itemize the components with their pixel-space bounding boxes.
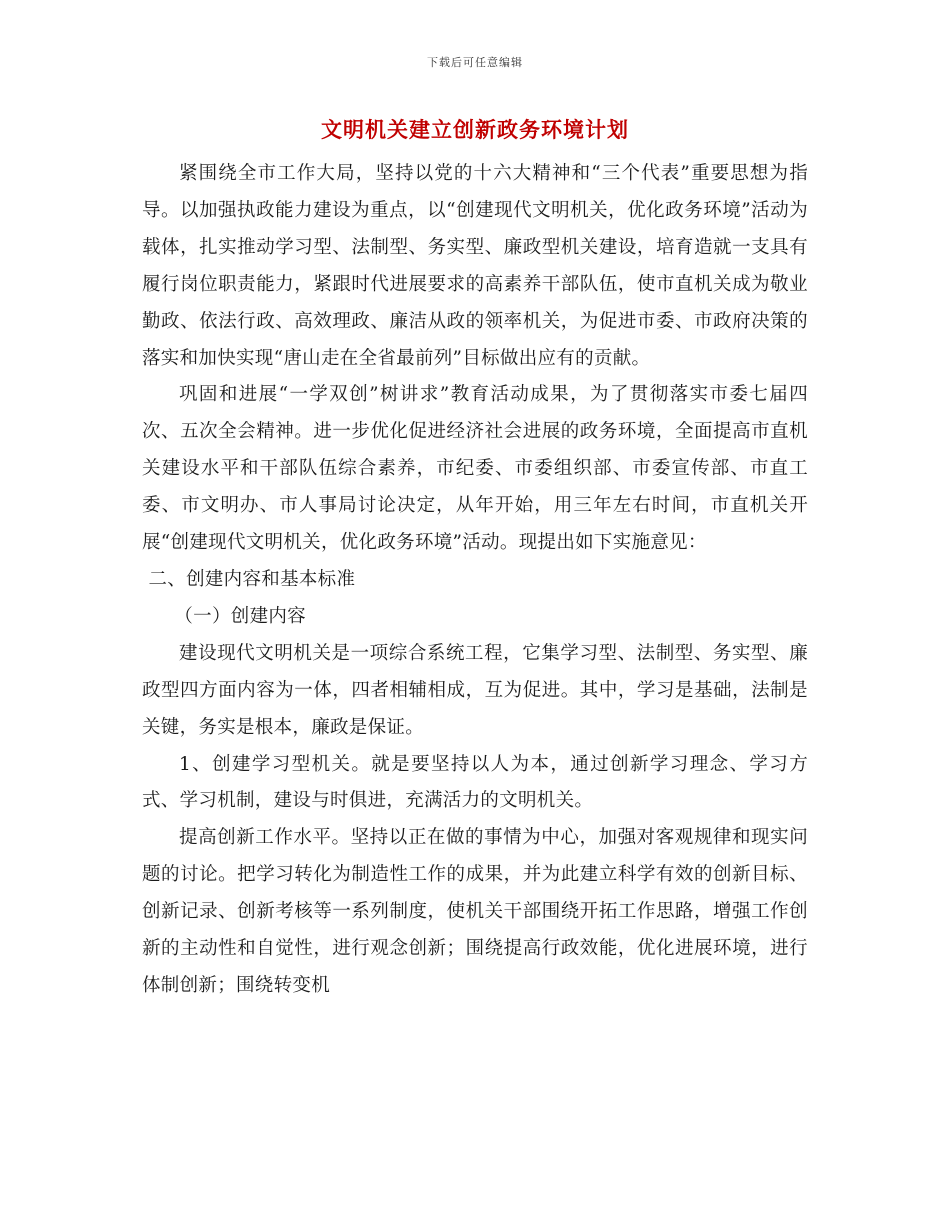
paragraph-innovation: 提高创新工作水平。坚持以正在做的事情为中心，加强对客观规律和现实问题的讨论。把学习转化为制造性工作的成果，并为此建立科学有效的创新目标、创新记录、创新考核等一系列制度，使机关干部围绕开拓工作思路，增强工作创新的主动性和自觉性，进行观念创新；围绕提高行政效能，优化进展环境，进行体制创新；围绕转变机 xyxy=(142,827,808,996)
document-body xyxy=(142,156,808,1005)
subsection-heading: （一）创建内容 xyxy=(174,605,306,627)
section-heading: 二、创建内容和基本标准 xyxy=(148,568,356,590)
paragraph-guiding-ideology: 紧围绕全市工作大局，坚持以党的十六大精神和“三个代表”重要思想为指导。以加强执政能力建设为重点，以“创建现代文明机关，优化政务环境”活动为载体，扎实推动学习型、法制型、务实型、廉政型机关建设，培育造就一支具有履行岗位职责能力，紧跟时代进展要求的高素养干部队伍，使市直机关成为敬业勤政、依法行政、高效理政、廉洁从政的领率机关，为促进市委、市政府决策的落实和加快实现“唐山走在全省最前列”目标做出应有的贡献。 xyxy=(142,163,808,369)
page-header: 下载后可任意编辑 xyxy=(427,56,523,69)
document-title: 文明机关建立创新政务环境计划 xyxy=(321,117,629,142)
paragraph-overview: 建设现代文明机关是一项综合系统工程，它集学习型、法制型、务实型、廉政型四方面内容为一体，四者相辅相成，互为促进。其中，学习是基础，法制是关键，务实是根本，廉政是保证。 xyxy=(142,642,808,738)
paragraph-learning-organ: 1、创建学习型机关。就是要坚持以人为本，通过创新学习理念、学习方式、学习机制，建设与时俱进，充满活力的文明机关。 xyxy=(142,753,808,812)
paragraph-background: 巩固和进展“一学双创”树讲求”教育活动成果，为了贯彻落实市委七届四次、五次全会精神。进一步优化促进经济社会进展的政务环境，全面提高市直机关建设水平和干部队伍综合素养，市纪委、市委组织部、市委宣传部、市直工委、市文明办、市人事局讨论决定，从年开始，用三年左右时间，市直机关开展“创建现代文明机关，优化政务环境”活动。现提出如下实施意见： xyxy=(142,384,808,554)
